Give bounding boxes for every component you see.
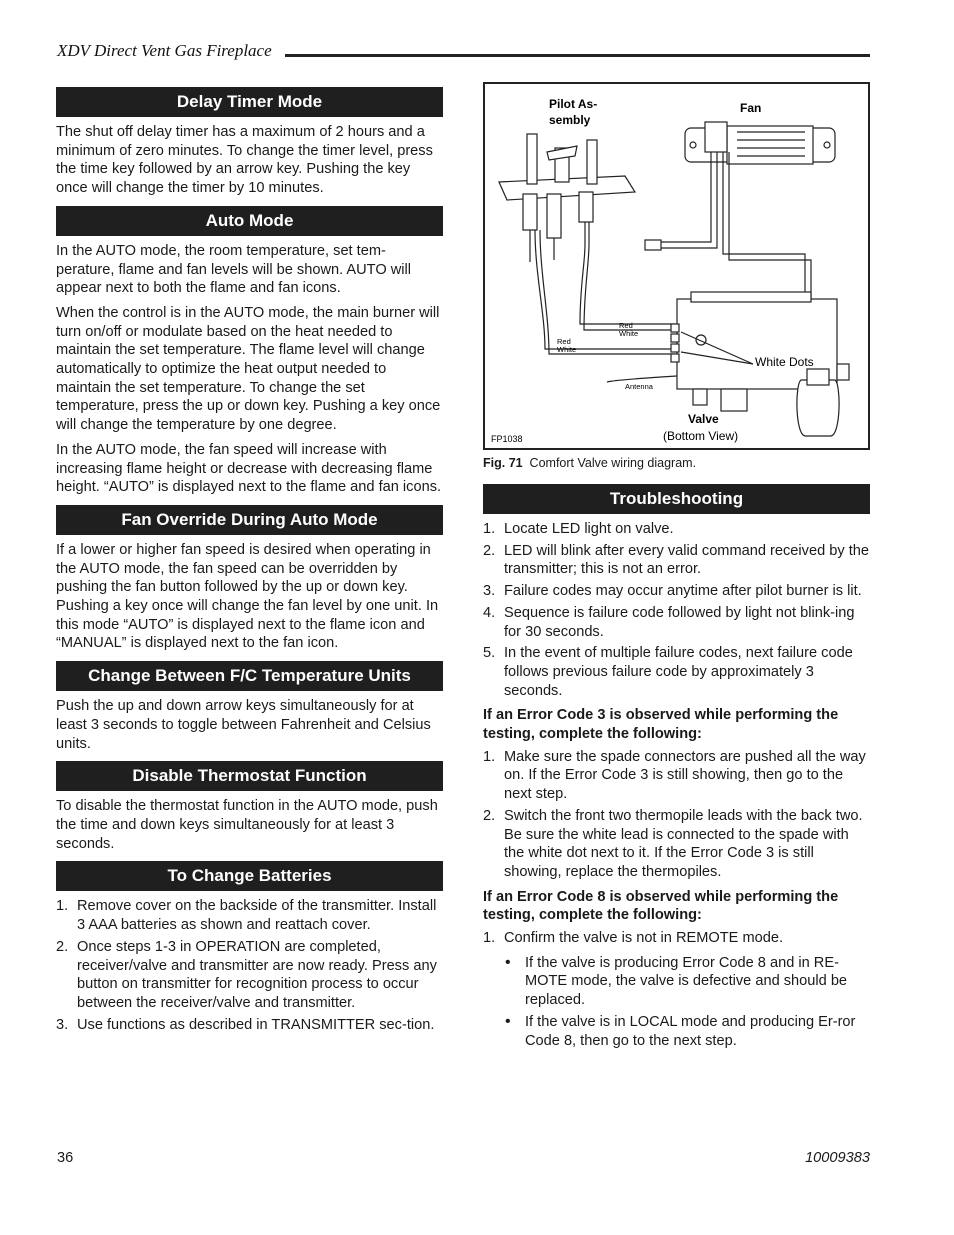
step-number: 3. [56,1016,69,1033]
step-text: Switch the front two thermopile leads with the back two. Be sure the white lead is connected to the spade with the white dot next to it. If the Error Code 3 is still showing, replace the thermopiles. [504,807,863,880]
step-text: LED will blink after every valid command received by the transmitter; this is not an error. [504,542,870,578]
step-text: Make sure the spade connectors are pushed all the way on. If the Error Code 3 is still showing, then go to the next step. [504,748,866,803]
error-code-3-heading: If an Error Code 3 is observed while performing the testing, complete the following: [483,707,839,743]
disable-thermostat-heading: Disable Thermostat Function [56,761,443,791]
error-code-8-steps [483,929,870,948]
step-text: In the event of multiple failure codes, next failure code follows previous failure code by approximately 3 seconds. [504,645,853,699]
list-item [483,542,870,579]
bottom-view-label: (Bottom View) [663,429,739,443]
left-column [56,87,443,1040]
step-number: 2. [483,542,496,559]
list-item [483,1013,870,1050]
running-header-title: XDV Direct Vent Gas Fireplace [57,41,272,60]
auto-mode-text-1: In the AUTO mode, the room temperature, set tem-perature, flame and fan levels will be shown. AUTO will appear next to both the flame and fan icons. [56,242,412,297]
figure-caption-text: Comfort Valve wiring diagram. [529,456,697,470]
list-item [56,938,443,1013]
white-wire-label-1: White [619,329,639,338]
delay-timer-heading: Delay Timer Mode [56,87,443,117]
red-wire-label-1: Red [619,321,633,330]
fan-override-text: If a lower or higher fan speed is desired when operating in the AUTO mode, the fan speed can be overridden by pushing the fan button followed by the up or down key. Pushing a key once will change the fan level by one unit. In this mode “AUTO” is displayed next to the flame icon and “MANUAL” is displayed next to the fan icon. [56,541,439,652]
delay-timer-text: The shut off delay timer has a maximum of 2 hours and a minimum of zero minutes. To change the timer level, press the time key followed by an arrow key. Pushing the key once will change the timer by 10 minutes. [56,124,433,197]
list-item [483,520,870,539]
bullet-icon: • [505,953,511,971]
figure-code: FP1038 [491,434,523,444]
disable-thermostat-text: To disable the thermostat function in the AUTO mode, push the time and down keys simultaneously for at least 3 seconds. [56,798,438,852]
page-number: 36 [57,1150,74,1166]
auto-mode-heading: Auto Mode [56,206,443,236]
red-wire-label-2: Red [557,337,571,346]
pilot-assembly-label-2: sembly [549,113,591,127]
list-item [483,929,870,948]
fan-label: Fan [740,101,762,115]
step-text: Once steps 1-3 in OPERATION are completed, receiver/valve and transmitter are now ready. Press any button on transmitter for recognition process to occur between the receiver/valve and transmitter. [77,938,437,1011]
step-number: 5. [483,645,496,662]
auto-mode-text-3: In the AUTO mode, the fan speed will increase with increasing flame height or decrease with decreasing flame height. “AUTO” is displayed next to the flame and fan icons. [56,441,442,496]
bullet-text: If the valve is producing Error Code 8 and in RE-MOTE mode, the valve is defective and should be replaced. [525,954,848,1009]
batteries-heading: To Change Batteries [56,861,443,891]
list-item [483,954,870,1010]
step-number: 1. [483,930,496,947]
step-number: 1. [56,898,69,915]
step-text: Failure codes may occur anytime after pilot burner is lit. [504,583,862,600]
step-number: 3. [483,583,496,600]
figure-number: Fig. 71 [483,456,523,470]
wiring-diagram-figure [483,82,870,450]
fan-override-heading: Fan Override During Auto Mode [56,505,443,535]
step-number: 1. [483,748,496,765]
list-item [483,748,870,804]
wiring-diagram [485,84,868,448]
troubleshooting-steps [483,520,870,700]
antenna-label: Antenna [625,382,653,391]
white-wire-label-2: White [557,345,577,354]
error-code-8-heading: If an Error Code 8 is observed while performing the testing, complete the following: [483,888,839,924]
right-column [483,82,870,1056]
step-text: Remove cover on the backside of the transmitter. Install 3 AAA batteries as shown and reattach cover. [77,898,437,934]
step-text: Locate LED light on valve. [504,521,674,537]
batteries-steps [56,897,443,1034]
list-item [483,644,870,700]
step-number: 1. [483,521,496,537]
list-item [56,897,443,934]
white-dots-label: White Dots [755,355,814,369]
list-item [483,807,870,882]
fc-units-text: Push the up and down arrow keys simultaneously for at least 3 seconds to toggle between Fahrenheit and Celsius units. [56,698,431,752]
troubleshooting-heading: Troubleshooting [483,484,870,514]
list-item [483,604,870,641]
error-code-8-bullets [483,954,870,1051]
header-rule [285,54,870,57]
auto-mode-text-2: When the control is in the AUTO mode, the main burner will turn on/off or modulate based on the heat needed to maintain the set temperature. The flame level will change automatically to optimize the heat output needed to maintain the set temperature. To change the set temperature, press the up or down key. Pushing a key once will change the temperature by one degree. [56,304,441,434]
step-number: 2. [56,938,69,955]
list-item [56,1016,443,1035]
document-number: 10009383 [805,1150,870,1166]
error-code-3-steps [483,748,870,882]
pilot-assembly-label-1: Pilot As- [549,97,598,111]
figure-caption [483,456,870,470]
valve-label: Valve [688,412,719,426]
step-text: Confirm the valve is not in REMOTE mode. [504,930,783,947]
step-number: 4. [483,604,496,621]
fc-units-heading: Change Between F/C Temperature Units [56,661,443,691]
step-number: 2. [483,807,496,824]
bullet-icon: • [505,1012,511,1030]
step-text: Use functions as described in TRANSMITTER sec-tion. [77,1016,435,1033]
list-item [483,582,870,601]
step-text: Sequence is failure code followed by light not blink-ing for 30 seconds. [504,604,855,640]
bullet-text: If the valve is in LOCAL mode and producing Er-ror Code 8, then go to the next step. [525,1013,856,1049]
